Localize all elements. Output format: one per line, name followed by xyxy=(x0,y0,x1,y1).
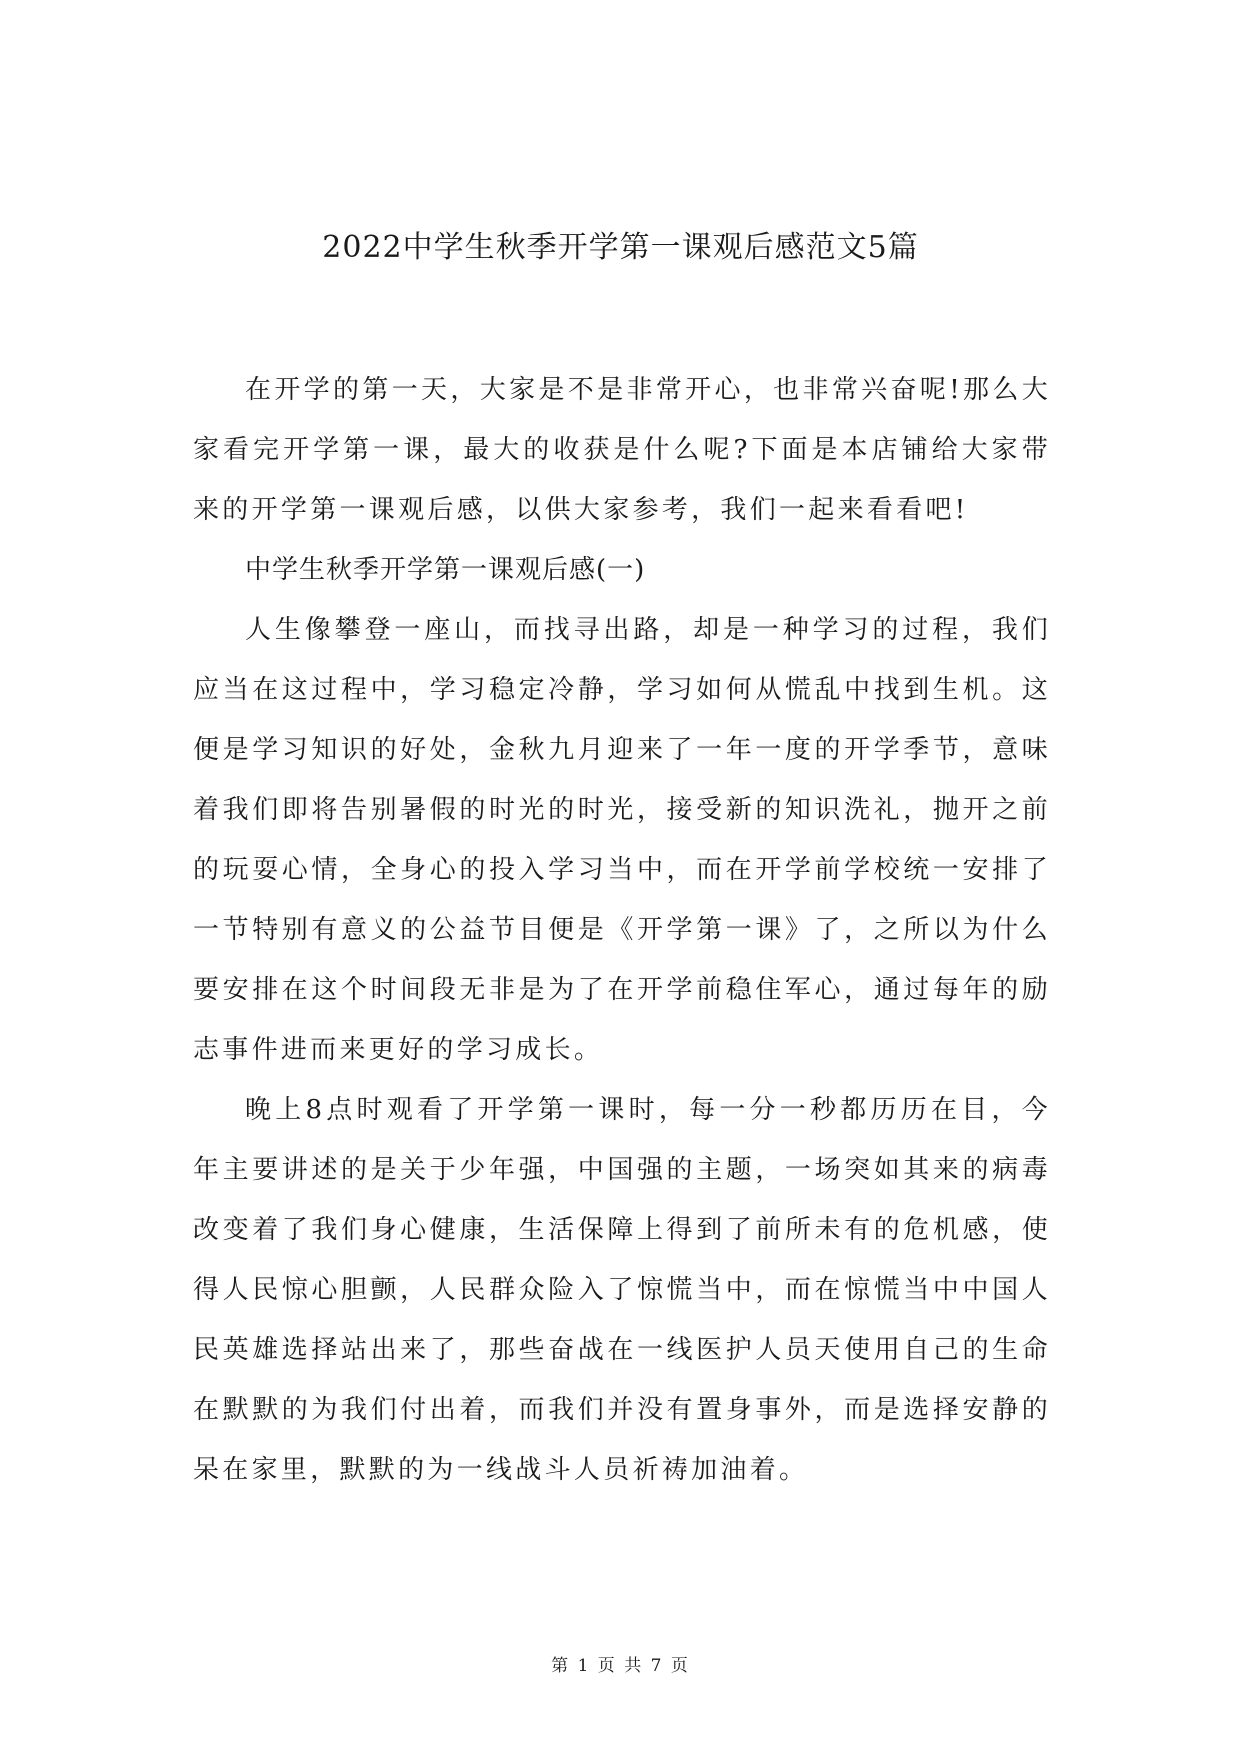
section-heading: 中学生秋季开学第一课观后感(一) xyxy=(245,555,646,585)
intro-paragraph: 在开学的第一天，大家是不是非常开心，也非常兴奋呢!那么大家看完开学第一课，最大的收获是什么呢?下面是本店铺给大家带来的开学第一课观后感，以供大家参考，我们一起来看看吧! xyxy=(193,375,1051,525)
document-body xyxy=(193,360,1051,1500)
page-footer: 第 1 页 共 7 页 xyxy=(551,1656,690,1676)
body-paragraph: 晚上8点时观看了开学第一课时，每一分一秒都历历在目，今年主要讲述的是关于少年强，中国强的主题，一场突如其来的病毒改变着了我们身心健康，生活保障上得到了前所未有的危机感，使得人民惊心胆颤，人民群众险入了惊慌当中，而在惊慌当中中国人民英雄选择站出来了，那些奋战在一线医护人员天使用自己的生命在默默的为我们付出着，而我们并没有置身事外，而是选择安静的呆在家里，默默的为一线战斗人员祈祷加油着。 xyxy=(193,1095,1051,1485)
document-title: 2022中学生秋季开学第一课观后感范文5篇 xyxy=(322,230,919,265)
body-paragraph: 人生像攀登一座山，而找寻出路，却是一种学习的过程，我们应当在这过程中，学习稳定冷静，学习如何从慌乱中找到生机。这便是学习知识的好处，金秋九月迎来了一年一度的开学季节，意味着我们即将告别暑假的时光的时光，接受新的知识洗礼，抛开之前的玩耍心情，全身心的投入学习当中，而在开学前学校统一安排了一节特别有意义的公益节目便是《开学第一课》了，之所以为什么要安排在这个时间段无非是为了在开学前稳住军心，通过每年的励志事件进而来更好的学习成长。 xyxy=(193,615,1051,1065)
